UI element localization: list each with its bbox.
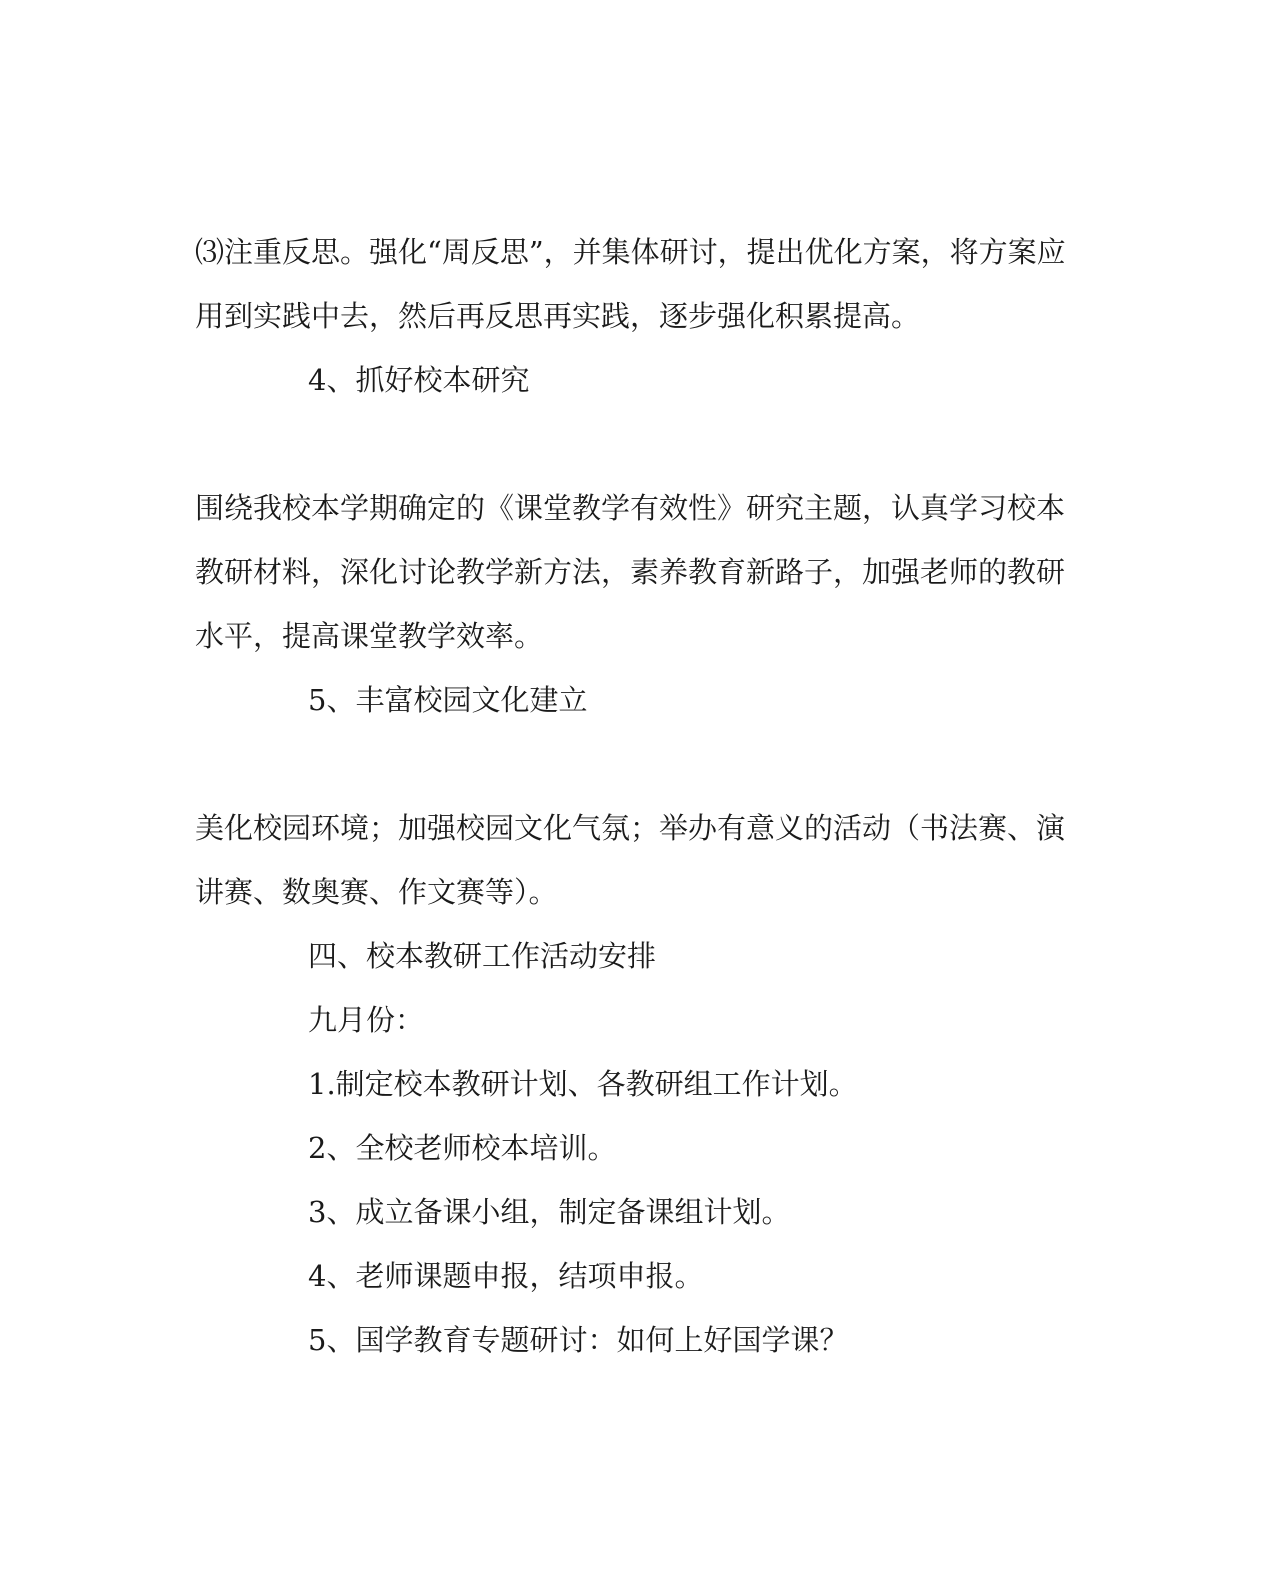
- paragraph-culture-line-2: 讲赛、数奥赛、作文赛等）。: [195, 875, 558, 909]
- list-item: 5、国学教育专题研讨：如何上好国学课？: [308, 1323, 849, 1357]
- paragraph-research-line-3: 水平，提高课堂教学效率。: [195, 619, 544, 653]
- heading-school-research: 4、抓好校本研究: [308, 363, 530, 397]
- paragraph-research-line-2: 教研材料，深化讨论教学新方法，素养教育新路子，加强老师的教研: [195, 555, 1066, 589]
- list-item: 2、全校老师校本培训。: [308, 1131, 617, 1165]
- list-item: 1.制定校本教研计划、各教研组工作计划。: [308, 1067, 858, 1101]
- paragraph-reflection-line-2: 用到实践中去，然后再反思再实践，逐步强化积累提高。: [195, 299, 921, 333]
- paragraph-culture-line-1: 美化校园环境；加强校园文化气氛；举办有意义的活动（书法赛、演: [195, 811, 1066, 845]
- list-item: 3、成立备课小组，制定备课组计划。: [308, 1195, 791, 1229]
- list-item: 4、老师课题申报，结项申报。: [308, 1259, 704, 1293]
- heading-campus-culture: 5、丰富校园文化建立: [308, 683, 588, 717]
- paragraph-research-line-1: 围绕我校本学期确定的《课堂教学有效性》研究主题，认真学习校本: [195, 491, 1066, 525]
- section-title-activity-schedule: 四、校本教研工作活动安排: [308, 939, 657, 973]
- paragraph-reflection-line-1: ⑶注重反思。强化“周反思”，并集体研讨，提出优化方案，将方案应: [195, 235, 1066, 269]
- month-label-september: 九月份：: [308, 1003, 425, 1037]
